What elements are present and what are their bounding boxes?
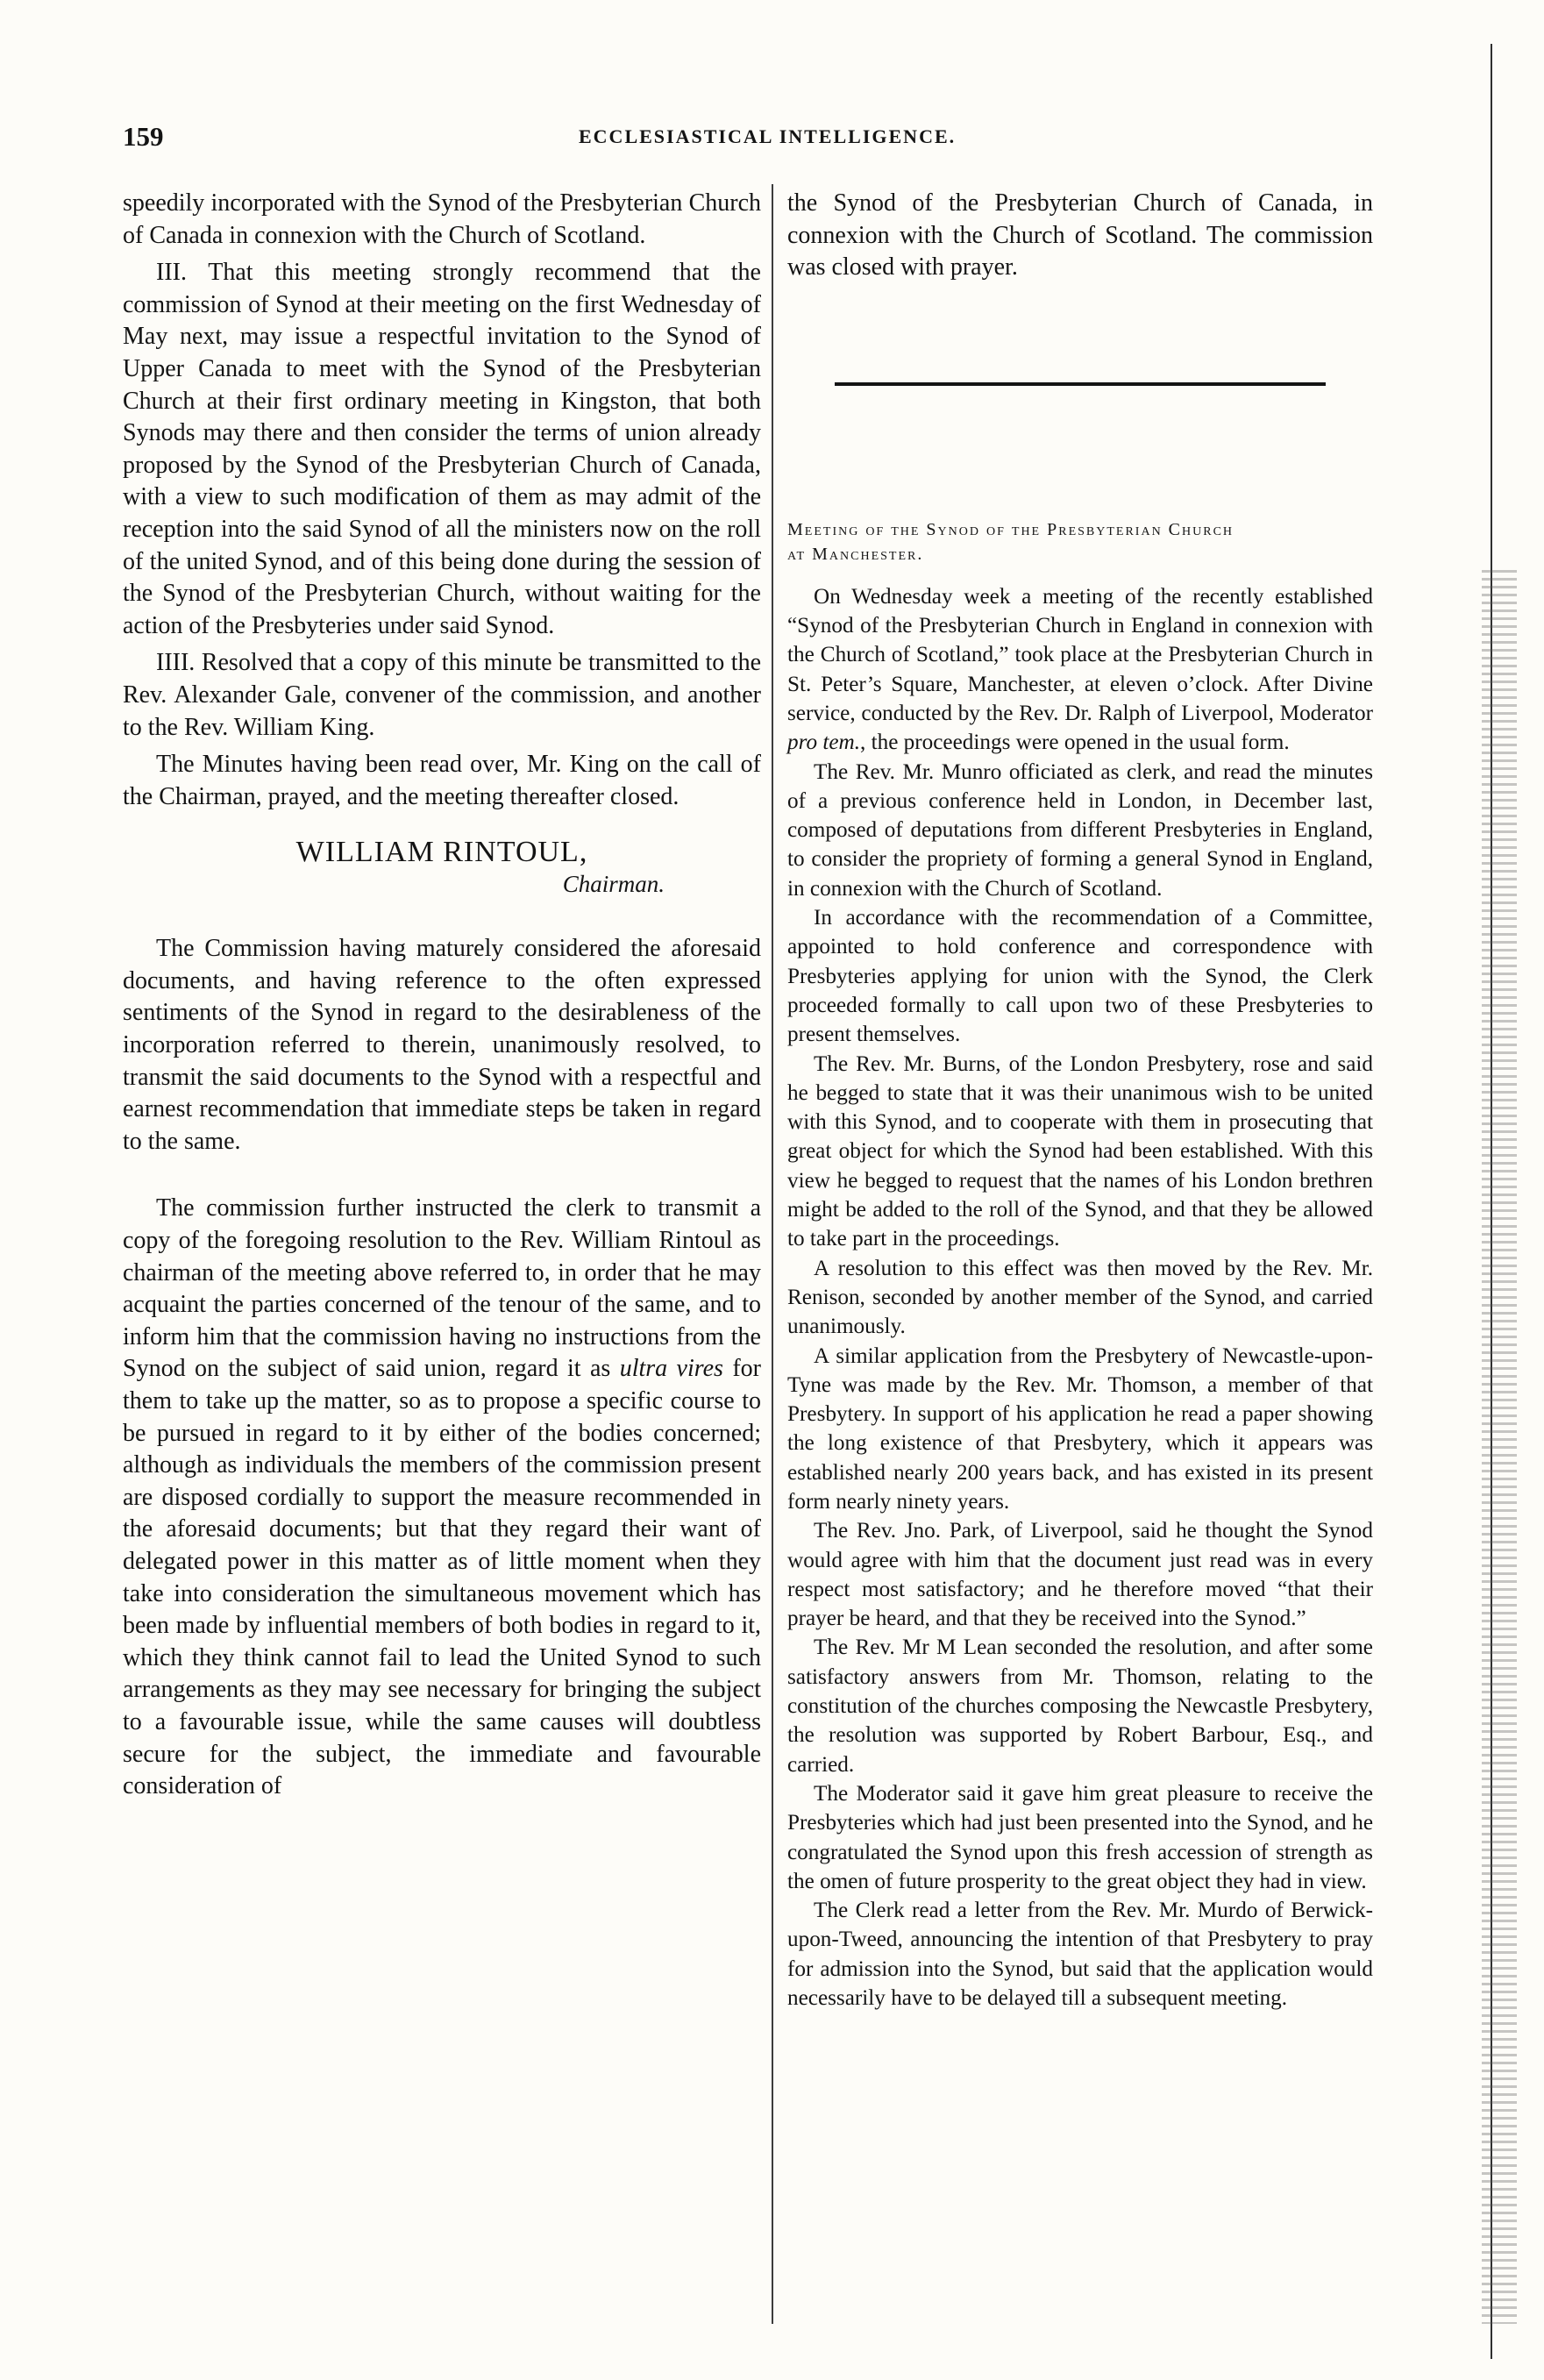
- continued-paragraph: speedily incorporated with the Synod of the Presbyterian Church of Canada in connexion with the Church of Scotland.: [123, 189, 761, 249]
- column-divider: [772, 184, 773, 2324]
- article-paragraph-1: [787, 582, 1373, 758]
- commission-paragraph-2-part-a: The commission further instructed the clerk to transmit a copy of the foregoing resolution to the Rev. William Rintoul as chairman of the meeting above referred to, in order that he may acquaint the parties concerned of the tenour of the same, and to inform him that the commission having no instructions from the Synod on the subject of said union, regard it as: [123, 1194, 761, 1383]
- left-column: [123, 188, 761, 1803]
- commission-paragraph-1: The Commission having maturely considered the aforesaid documents, and having reference to the often expressed sentiments of the Synod in regard to the desirableness of the incorporation referred to therein, unanimously resolved, to transmit the said documents to the Synod with a respectful and earnest recommendation that immediate steps be taken in regard to the same.: [123, 935, 761, 1155]
- page-number: 159: [123, 121, 164, 152]
- page-header: [123, 121, 1350, 156]
- article-paragraph-8: The Rev. Mr M Lean seconded the resolution, and after some satisfactory answers from Mr. Thomson, relating to the constitution of the churches composing the Newcastle Presbytery, the resolution was supported by Robert Barbour, Esq., and carried.: [787, 1635, 1373, 1777]
- article-paragraph-3: In accordance with the recommendation of a Committee, appointed to hold conference and correspondence with Presbyteries applying for union with the Synod, the Clerk proceeded formally to call upon two of these Presbyteries to present themselves.: [787, 906, 1373, 1047]
- article-paragraph-4: The Rev. Mr. Burns, of the London Presbytery, rose and said he begged to state that it was their unanimous wish to be united with this Synod, and to cooperate with them in prosecuting that great object for which the Synod had been established. With this view he begged to request that the names of his London brethren might be added to the roll of the Synod, and that they be allowed to take part in the proceedings.: [787, 1051, 1373, 1251]
- continued-paragraph: the Synod of the Presbyterian Church of Canada, in connexion with the Church of Scotland. The commission was closed with prayer.: [787, 189, 1373, 281]
- article-paragraph-5: A resolution to this effect was then moved by the Rev. Mr. Renison, seconded by another member of the Synod, and carried unanimously.: [787, 1256, 1373, 1339]
- article-paragraph-9: The Moderator said it gave him great pleasure to receive the Presbyteries which had just been presented into the Synod, and he congratulated the Synod upon this fresh accession of strength as the omen of future prosperity to the great object they had in view.: [787, 1781, 1373, 1893]
- minutes-paragraph: The Minutes having been read over, Mr. King on the call of the Chairman, prayed, and the meeting thereafter closed.: [123, 751, 761, 810]
- signature-title: Chairman.: [562, 871, 665, 898]
- section-heading-line-1: Meeting of the Synod of the Presbyterian Church: [787, 519, 1234, 539]
- page-edge-shadow: [1482, 570, 1517, 2324]
- commission-paragraph-2: [123, 1193, 761, 1802]
- section-heading-line-2: at Manchester.: [787, 544, 924, 564]
- commission-paragraph-2-part-b: for them to take up the matter, so as to propose a specific course to be pursued in regard to it by either of the bodies concerned; although as individuals the members of the commission present are disposed cordially to support the measure recommended in the aforesaid documents; but that they regard their want of delegated power in this matter as of little moment when they take into consideration the simultaneous movement which has been made by influential members of both bodies in regard to it, which they think cannot fail to lead the United Synod to such arrangements as they may see necessary for bringing the subject to a favourable issue, while the same causes will doubtless secure for the subject, the immediate and favourable consideration of: [123, 1355, 762, 1800]
- right-column: [787, 188, 1373, 2013]
- running-head: ECCLESIASTICAL INTELLIGENCE.: [579, 125, 957, 147]
- resolution-iiii: IIII. Resolved that a copy of this minute be transmitted to the Rev. Alexander Gale, convener of the commission, and another to the Rev. William King.: [123, 649, 761, 741]
- article-paragraph-10: The Clerk read a letter from the Rev. Mr. Murdo of Berwick-upon-Tweed, announcing the intention of that Presbytery to pray for admission into the Synod, but said that the application would necessarily have to be delayed till a subsequent meeting.: [787, 1899, 1373, 2011]
- section-rule: [835, 382, 1326, 386]
- article-paragraph-2: The Rev. Mr. Munro officiated as clerk, and read the minutes of a previous conference held in London, in December last, composed of deputations from different Presbyteries in England, to consider the propriety of forming a general Synod in England, in connexion with the Church of Scotland.: [787, 759, 1373, 901]
- article-paragraph-1-part-a: On Wednesday week a meeting of the recently established “Synod of the Presbyterian Church in England in connexion with the Church of Scotland,” took place at the Presbyterian Church in St. Peter’s Square, Manchester, at eleven o’clock. After Divine service, conducted by the Rev. Dr. Ralph of Liverpool, Moderator: [787, 584, 1373, 725]
- ultra-vires-italic: ultra vires: [619, 1355, 723, 1383]
- article-paragraph-6: A similar application from the Presbytery of Newcastle-upon-Tyne was made by the Rev. Mr. Thomson, a member of that Presbytery. In support of his application he read a paper showing the long existence of that Presbytery, which it appears was established nearly 200 years back, and has existed in its present form nearly ninety years.: [787, 1343, 1373, 1514]
- article-paragraph-1-part-b: , the proceedings were opened in the usual form.: [860, 730, 1290, 755]
- resolution-iii: III. That this meeting strongly recommend that the commission of Synod at their meeting on the first Wednesday of May next, may issue a respectful invitation to the Synod of Upper Canada to meet with the Synod of the Presbyterian Church at their first ordinary meeting in Kingston, that both Synods may there and then consider the terms of union already proposed by the Synod of the Presbyterian Church of Canada, with a view to such modification of them as may admit of the reception into the said Synod of all the ministers now on the roll of the united Synod, and of this being done during the session of the Synod of the Presbyterian Church, without waiting for the action of the Presbyteries under said Synod.: [123, 259, 761, 639]
- article-paragraph-7: The Rev. Jno. Park, of Liverpool, said he thought the Synod would agree with him that the document just read was in every respect most satisfactory; and he therefore moved “that their prayer be heard, and that they be received into the Synod.”: [787, 1519, 1373, 1631]
- signature-name: WILLIAM RINTOUL,: [295, 836, 588, 869]
- section-heading: [787, 517, 1373, 566]
- pro-tem-italic: pro tem.: [787, 730, 861, 755]
